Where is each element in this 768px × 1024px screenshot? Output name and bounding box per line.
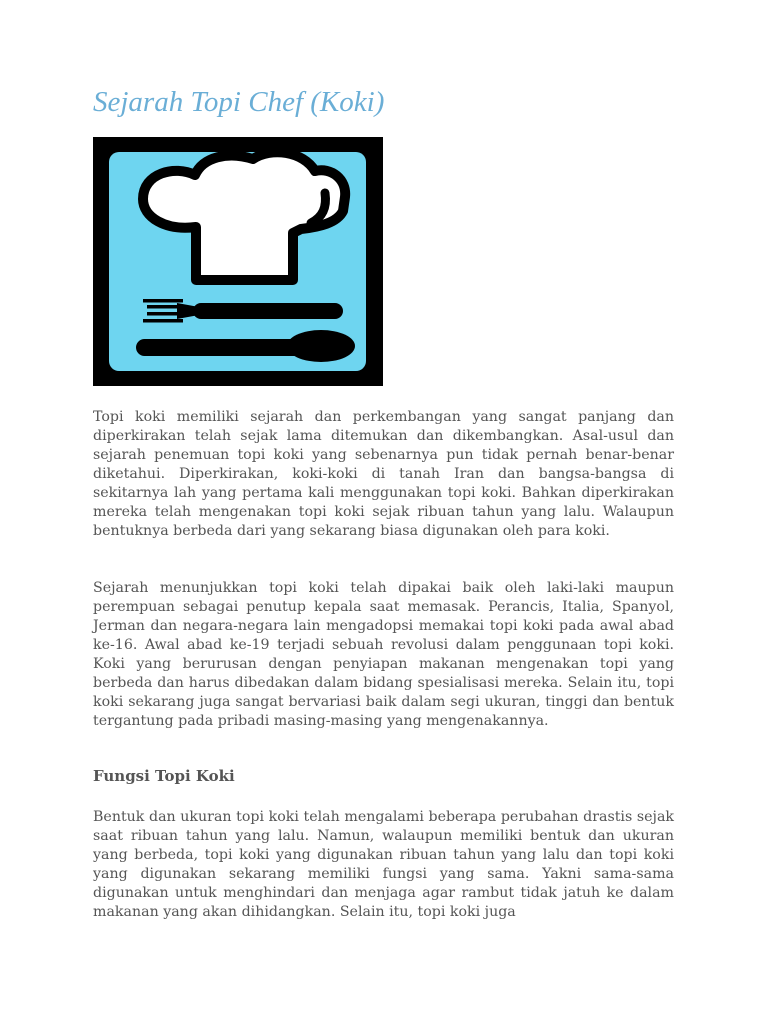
paragraph-history-intro: Topi koki memiliki sejarah dan perkembangan yang sangat panjang dan diperkirakan telah sejak lama ditemukan dan dikembangkan. Asal-usul dan sejarah penemuan topi koki yang sebenarnya pun tidak pernah benar-benar diketahui. Diperkirakan, koki-koki di tanah Iran dan bangsa-bangsa di sekitarnya lah yang pertama kali menggunakan topi koki. Bahkan diperkirakan mereka telah mengenakan topi koki sejak ribuan tahun yang lalu. Walaupun bentuknya berbeda dari yang sekarang biasa digunakan oleh para koki. <box>93 409 674 539</box>
paragraph-history-usage: Sejarah menunjukkan topi koki telah dipakai baik oleh laki-laki maupun perempuan sebagai penutup kepala saat memasak. Perancis, Italia, Spanyol, Jerman dan negara-negara lain mengadopsi memakai topi koki pada awal abad ke-16. Awal abad ke-19 terjadi sebuah revolusi dalam penggunaan topi koki. Koki yang berurusan dengan penyiapan makanan mengenakan topi yang berbeda dan harus dibedakan dalam bidang spesialisasi mereka. Selain itu, topi koki sekarang juga sangat bervariasi baik dalam segi ukuran, tinggi dan bentuk tergantung pada pribadi masing-masing yang mengenakannya. <box>93 580 674 729</box>
document-title: Sejarah Topi Chef (Koki) <box>93 86 385 118</box>
chef-hat-fork-spoon-icon <box>93 137 383 386</box>
paragraph-fungsi: Bentuk dan ukuran topi koki telah mengalami beberapa perubahan drastis sejak saat ribuan tahun yang lalu. Namun, walaupun memiliki bentuk dan ukuran yang berbeda, topi koki yang digunakan ribuan tahun yang lalu dan topi koki yang digunakan sekarang memiliki fungsi yang sama. Yakni sama-sama digunakan untuk menghindari dan menjaga agar rambut tidak jatuh ke dalam makanan yang akan dihidangkan. Selain itu, topi koki juga <box>93 809 674 920</box>
section-heading-fungsi: Fungsi Topi Koki <box>93 767 235 785</box>
